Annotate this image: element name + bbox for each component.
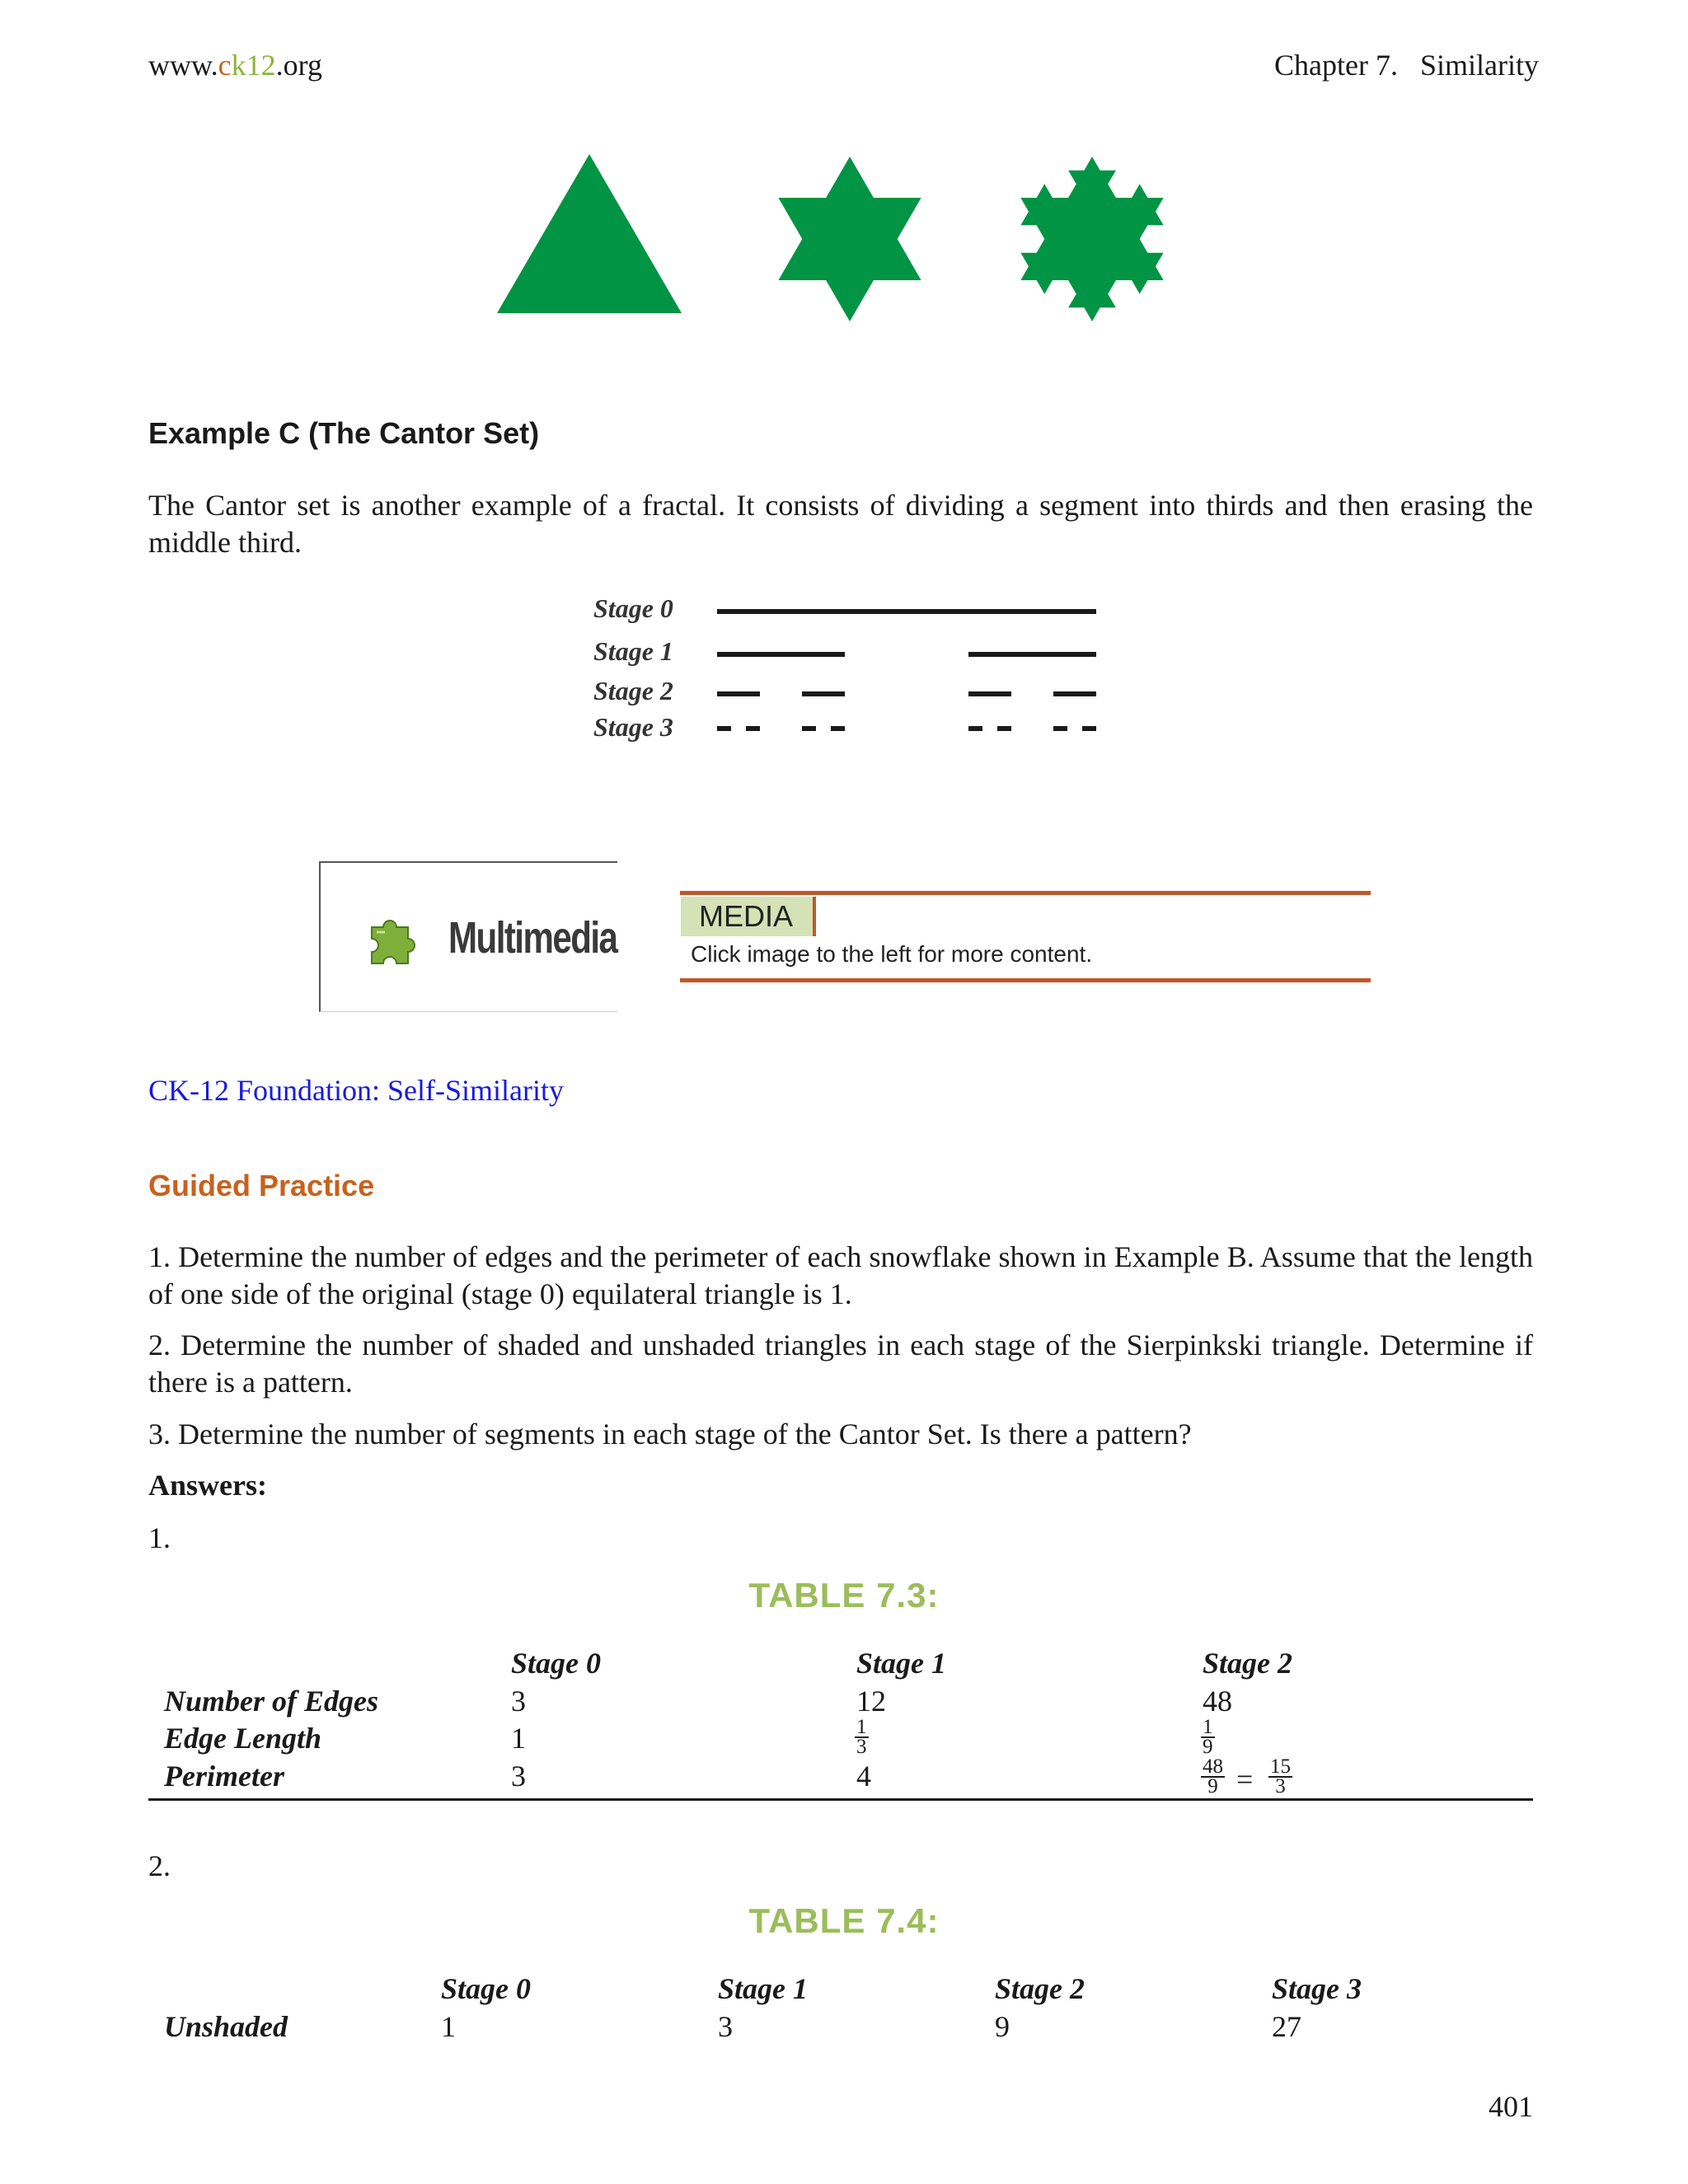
table2-cell: 3 — [718, 2010, 733, 2043]
table2-cell: 27 — [1272, 2010, 1301, 2043]
cantor-stage-label: Stage 3 — [593, 712, 673, 742]
example-c-heading: Example C (The Cantor Set) — [148, 416, 540, 450]
table1-cell: 3 — [511, 1760, 526, 1793]
fraction-one-ninth: $\frac{1}{9}$ — [1203, 1716, 1213, 1758]
table1-col-header: Stage 1 — [856, 1647, 947, 1680]
table1-cell: 12 — [856, 1685, 886, 1718]
table2-row-label: Unshaded — [164, 2010, 288, 2043]
multimedia-button[interactable] — [319, 861, 617, 1012]
answer-1-label: 1. — [148, 1521, 171, 1554]
table1-cell: 1 — [511, 1722, 526, 1755]
media-tag: MEDIA — [681, 897, 816, 936]
table1-cell: 4 — [856, 1760, 871, 1793]
table2-col-header: Stage 3 — [1272, 1972, 1362, 2005]
guided-practice-heading: Guided Practice — [148, 1169, 375, 1202]
table2-col-header: Stage 1 — [718, 1972, 809, 2005]
koch-snowflake-figure — [490, 128, 1191, 359]
answer-2-label: 2. — [148, 1849, 171, 1882]
example-c-paragraph: The Cantor set is another example of a fractal. It consists of dividing a segment into thirds and then erasing the middle third. — [148, 489, 1533, 559]
cantor-stage-label: Stage 1 — [593, 636, 673, 666]
table1-row-label: Number of Edges — [164, 1685, 378, 1718]
table-7-3-title: TABLE 7.3: — [748, 1576, 940, 1615]
puzzle-piece-icon — [360, 911, 423, 973]
table2-cell: 1 — [441, 2010, 456, 2043]
table1-cell: 48 — [1203, 1685, 1232, 1718]
chapter-title: Chapter 7. Similarity — [1274, 49, 1539, 82]
fraction-48-ninths: $\frac{48}{9}$ — [1203, 1755, 1223, 1797]
site-url: www.ck12.org — [148, 49, 322, 82]
table1-bottom-rule — [148, 1798, 1533, 1801]
table1-col-header: Stage 2 — [1203, 1647, 1293, 1680]
media-caption: Click image to the left for more content. — [691, 941, 1093, 967]
question-2: 2. Determine the number of shaded and unshaded triangles in each stage of the Sierpinkski triangle. Determine if there is a pattern. — [148, 1329, 1533, 1399]
table1-row-label: Edge Length — [164, 1722, 322, 1755]
table-7-4-title: TABLE 7.4: — [748, 1901, 940, 1940]
cantor-stage-label: Stage 2 — [593, 676, 673, 705]
cantor-stage-label: Stage 0 — [593, 593, 673, 623]
table1-col-header: Stage 0 — [511, 1647, 602, 1680]
table2-col-header: Stage 2 — [995, 1972, 1085, 2005]
fraction-one-third: $\frac{1}{3}$ — [856, 1716, 867, 1758]
equals-sign: = — [1236, 1763, 1254, 1796]
question-3: 3. Determine the number of segments in each stage of the Cantor Set. Is there a pattern? — [148, 1418, 1192, 1451]
media-rule-bottom — [680, 978, 1371, 982]
page-number: 401 — [1489, 2090, 1533, 2123]
cantor-segments — [692, 593, 1096, 758]
media-rule-top — [680, 891, 1371, 895]
cantor-set-figure — [593, 593, 1088, 758]
table1-row-label: Perimeter — [164, 1760, 284, 1793]
table2-col-header: Stage 0 — [441, 1972, 532, 2005]
snowflake-stage-2 — [1020, 157, 1163, 321]
table1-cell: 3 — [511, 1685, 526, 1718]
question-1: 1. Determine the number of edges and the perimeter of each snowflake shown in Example B. Assume that the length of one side of the original (stage 0) equilateral triangle is 1. — [148, 1240, 1533, 1310]
self-similarity-link[interactable]: CK-12 Foundation: Self-Similarity — [148, 1074, 564, 1107]
snowflake-stage-1 — [778, 157, 921, 321]
answers-label: Answers: — [148, 1469, 267, 1502]
snowflake-stage-0 — [497, 154, 682, 313]
fraction-15-thirds: $\frac{15}{3}$ — [1270, 1755, 1291, 1797]
table2-cell: 9 — [995, 2010, 1010, 2043]
multimedia-label: Multimedia — [448, 913, 617, 963]
